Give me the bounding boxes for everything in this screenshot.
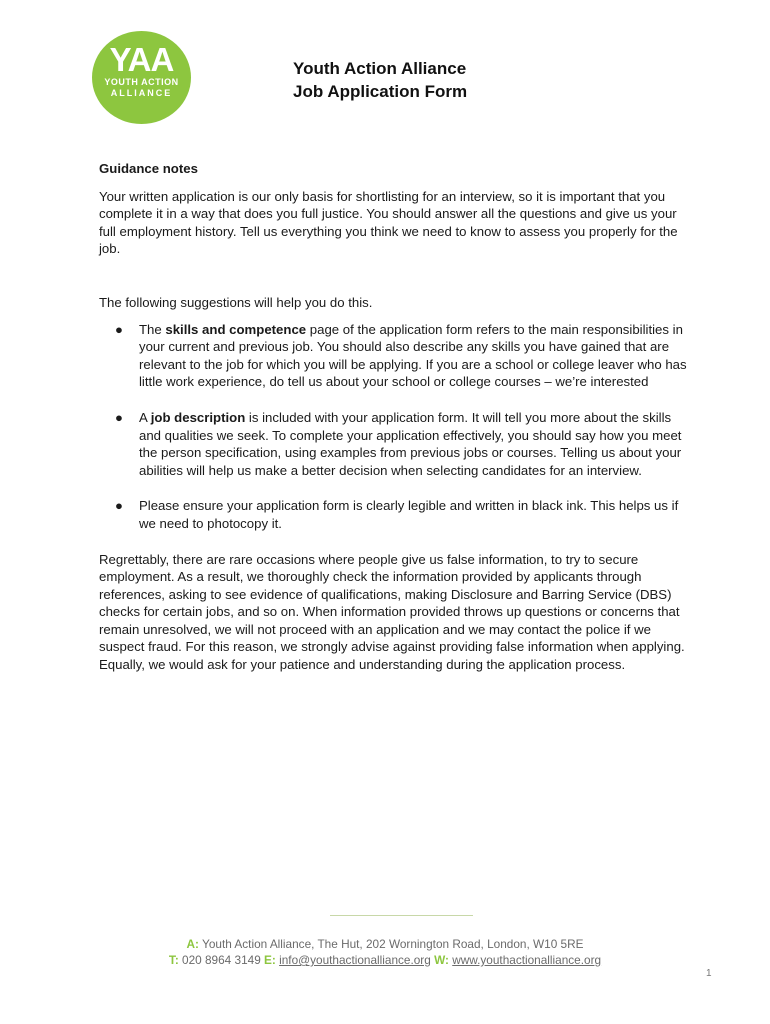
bullet-text: The <box>139 321 166 337</box>
guidance-paragraph-2: Regrettably, there are rare occasions where people give us false information, to try to secure employment. As a result, we thoroughly check the information provided by applicants through references, asking to see evidence of qualifications, making Disclosure and Barring Service (DBS) checks for certain jobs, and so on. When information provided throws up questions or concerns that remain unresolved, we will not proceed with an application and we may contact the police if we suspect fraud. For this reason, we strongly advise against providing false information when applying. Equally, we would ask for your patience and understanding during the application process. <box>99 551 685 673</box>
bullet-icon: ● <box>115 409 123 425</box>
guidance-paragraph-1: Your written application is our only basis for shortlisting for an interview, so it is important that you complete it in a way that does you full justice. You should answer all the questions and give us your full employment history. Tell us everything you think we need to know to assess you properly for the job. <box>99 188 678 257</box>
phone-label: T: <box>168 953 179 967</box>
document-title <box>293 57 467 103</box>
address-text: Youth Action Alliance, The Hut, 202 Wornington Road, London, W10 5RE <box>202 937 584 951</box>
list-item <box>99 409 689 479</box>
footer-contact-line <box>0 952 770 968</box>
logo-line-2: ALLIANCE <box>110 88 173 98</box>
list-item <box>99 497 689 532</box>
bullet-icon: ● <box>115 498 123 514</box>
guidance-section <box>99 160 689 674</box>
footer-divider <box>330 915 473 916</box>
email-label: E: <box>264 953 276 967</box>
address-label: A: <box>186 937 199 951</box>
guidance-heading: Guidance notes <box>99 161 198 176</box>
page-number: 1 <box>706 968 712 979</box>
yaa-logo <box>92 31 191 124</box>
logo-line-1: YOUTH ACTION <box>104 77 179 87</box>
bullet-text: Please ensure your application form is clearly legible and written in black ink. This helps us if we need to photocopy it. <box>139 498 679 531</box>
bullet-text: page of the application form refers to the main responsibilities in your current and previous job. You should also describe any skills you have gained that are relevant to the job for which you will be applying. If you are a school or college leaver who has little work experience, do tell us about your school or college courses – we’re interested <box>139 321 687 390</box>
website-link[interactable]: www.youthactionalliance.org <box>452 953 602 967</box>
list-item <box>99 321 689 391</box>
suggestions-intro: The following suggestions will help you do this. <box>99 294 373 310</box>
web-label: W: <box>434 953 449 967</box>
bullet-text: is included with your application form. It will tell you more about the skills and qualities we seek. To complete your application effectively, you should say how you meet the person specification, using examples from previous jobs or courses. Telling us about your abilities will help us make a better decision when selecting candidates for an interview. <box>139 409 682 478</box>
form-title: Job Application Form <box>293 82 468 101</box>
footer-address-line <box>0 936 770 952</box>
suggestions-list <box>99 321 689 533</box>
phone-text: 020 8964 3149 <box>182 953 261 967</box>
bullet-text: A <box>139 409 151 425</box>
footer <box>0 936 770 968</box>
logo-acronym: YAA <box>109 41 174 78</box>
org-name: Youth Action Alliance <box>293 59 467 78</box>
bullet-icon: ● <box>115 321 123 337</box>
bullet-bold-text: job description <box>150 409 246 425</box>
email-link[interactable]: info@youthactionalliance.org <box>279 953 431 967</box>
bullet-bold-text: skills and competence <box>165 321 307 337</box>
